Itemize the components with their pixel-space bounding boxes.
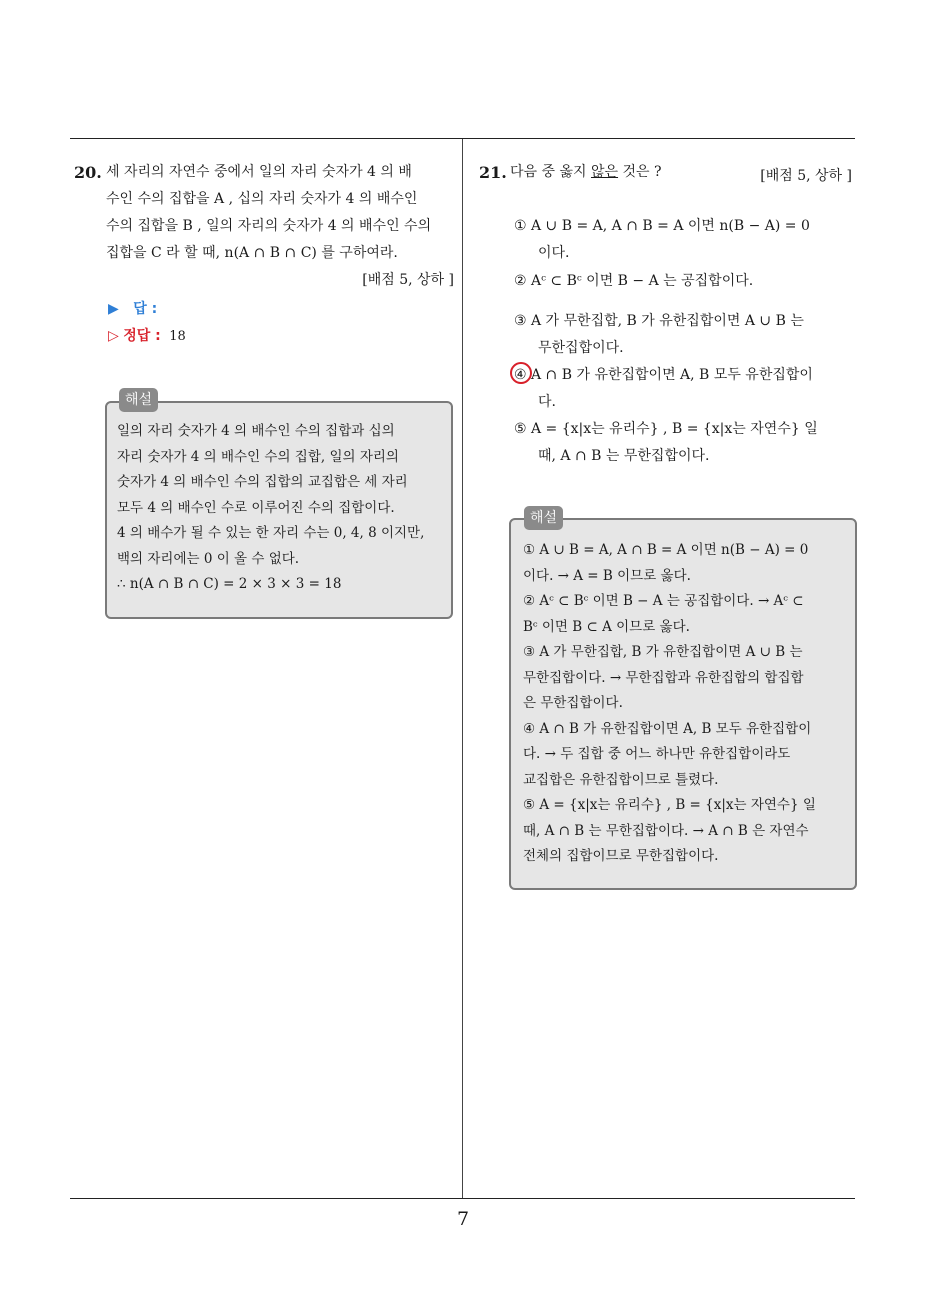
correct-answer-label: 정답 : [123,328,161,344]
question-20-text [106,159,456,267]
correct-answer-row [108,325,186,345]
answer-label: 답 : [133,301,158,317]
choice-line: ⑤ A = {x|x는 유리수} , B = {x|x는 자연수} 일 [514,421,818,437]
column-divider [462,139,463,1198]
explanation-line: ① A ∪ B = A, A ∩ B = A 이면 n(B − A) = 0 [523,542,809,558]
explanation-line: 은 무한집합이다. [523,695,623,711]
explanation-line: 때, A ∩ B 는 무한집합이다. → A ∩ B 은 자연수 [523,822,809,839]
choice-item-1 [514,213,850,267]
choice-line: ③ A 가 무한집합, B 가 유한집합이면 A ∪ B 는 [514,313,804,329]
question-20-line: 수인 수의 집합을 A , 십의 자리 숫자가 4 의 배수인 [106,191,418,207]
explanation-line: ∴ n(A ∩ B ∩ C) = 2 × 3 × 3 = 18 [117,576,342,592]
choice-item-3 [514,308,850,362]
correct-answer-value: 18 [169,329,186,344]
outline-play-icon: ▷ [108,328,119,344]
explanation-line: 이다. → A = B 이므로 옳다. [523,567,691,584]
q20-explanation-tag: 해설 [119,388,158,412]
explanation-line: 교집합은 유한집합이므로 틀렸다. [523,771,719,788]
question-20-number: 20. [74,163,102,182]
play-icon: ▶ [108,301,119,317]
choice-line: 다. [538,394,556,410]
q21-explanation-tag: 해설 [524,506,563,530]
page-number: 7 [456,1208,470,1230]
explanation-line: 다. → 두 집합 중 어느 하나만 유한집합이라도 [523,746,791,762]
question-20-line: 세 자리의 자연수 중에서 일의 자리 숫자가 4 의 배 [106,164,412,180]
explanation-line: Bᶜ 이면 B ⊂ A 이므로 옳다. [523,618,690,635]
q21-explanation-text [523,538,853,870]
explanation-line: ② Aᶜ ⊂ Bᶜ 이면 B − A 는 공집합이다. → Aᶜ ⊂ [523,593,804,609]
choice-line: ② Aᶜ ⊂ Bᶜ 이면 B − A 는 공집합이다. [514,273,754,289]
question-21-number: 21. [479,163,507,182]
q21-explanation-box [509,518,857,890]
explanation-line: 4 의 배수가 될 수 있는 한 자리 수는 0, 4, 8 이지만, [117,525,425,541]
explanation-line: 무한집합이다. → 무한집합과 유한집합의 합집합 [523,669,804,686]
question-21-text-underlined: 않은 [590,164,619,180]
answer-row [108,298,157,318]
explanation-line: 백의 자리에는 0 이 올 수 없다. [117,550,300,567]
question-20-score: [배점 5, 상하 ] [362,272,454,288]
explanation-line: ⑤ A = {x|x는 유리수} , B = {x|x는 자연수} 일 [523,797,816,813]
explanation-line: ④ A ∩ B 가 유한집합이면 A, B 모두 유한집합이 [523,720,812,737]
choice-line: ① A ∪ B = A, A ∩ B = A 이면 n(B − A) = 0 [514,218,810,234]
explanation-line: 전체의 집합이므로 무한집합이다. [523,848,719,864]
question-21-text [510,159,662,186]
choice-item-2 [514,268,850,295]
explanation-line: 자리 숫자가 4 의 배수인 수의 집합, 일의 자리의 [117,448,399,465]
explanation-line: ③ A 가 무한집합, B 가 유한집합이면 A ∪ B 는 [523,644,803,660]
question-21-text-a: 다음 중 옳지 [510,164,591,180]
choice-item-5 [514,416,850,470]
choice-line: 이다. [538,245,570,261]
q20-explanation-text [117,419,447,598]
choice-line: 때, A ∩ B 는 무한집합이다. [538,448,710,464]
explanation-line: 일의 자리 숫자가 4 의 배수인 수의 집합과 십의 [117,423,395,439]
choice-item-4 [514,362,850,416]
explanation-line: 모두 4 의 배수인 수로 이루어진 수의 집합이다. [117,499,395,516]
choice-line: 무한집합이다. [538,340,624,356]
bottom-rule [70,1198,855,1199]
question-20-line: 집합을 C 라 할 때, n(A ∩ B ∩ C) 를 구하여라. [106,245,398,261]
q20-explanation-box [105,401,453,619]
choice-line: ④ A ∩ B 가 유한집합이면 A, B 모두 유한집합이 [514,367,813,383]
question-21-text-b: 것은 ? [618,164,662,180]
selected-choice-circle [510,362,532,384]
question-21-score: [배점 5, 상하 ] [760,168,852,184]
explanation-line: 숫자가 4 의 배수인 수의 집합의 교집합은 세 자리 [117,474,408,490]
question-20-line: 수의 집합을 B , 일의 자리의 숫자가 4 의 배수인 수의 [106,218,432,234]
